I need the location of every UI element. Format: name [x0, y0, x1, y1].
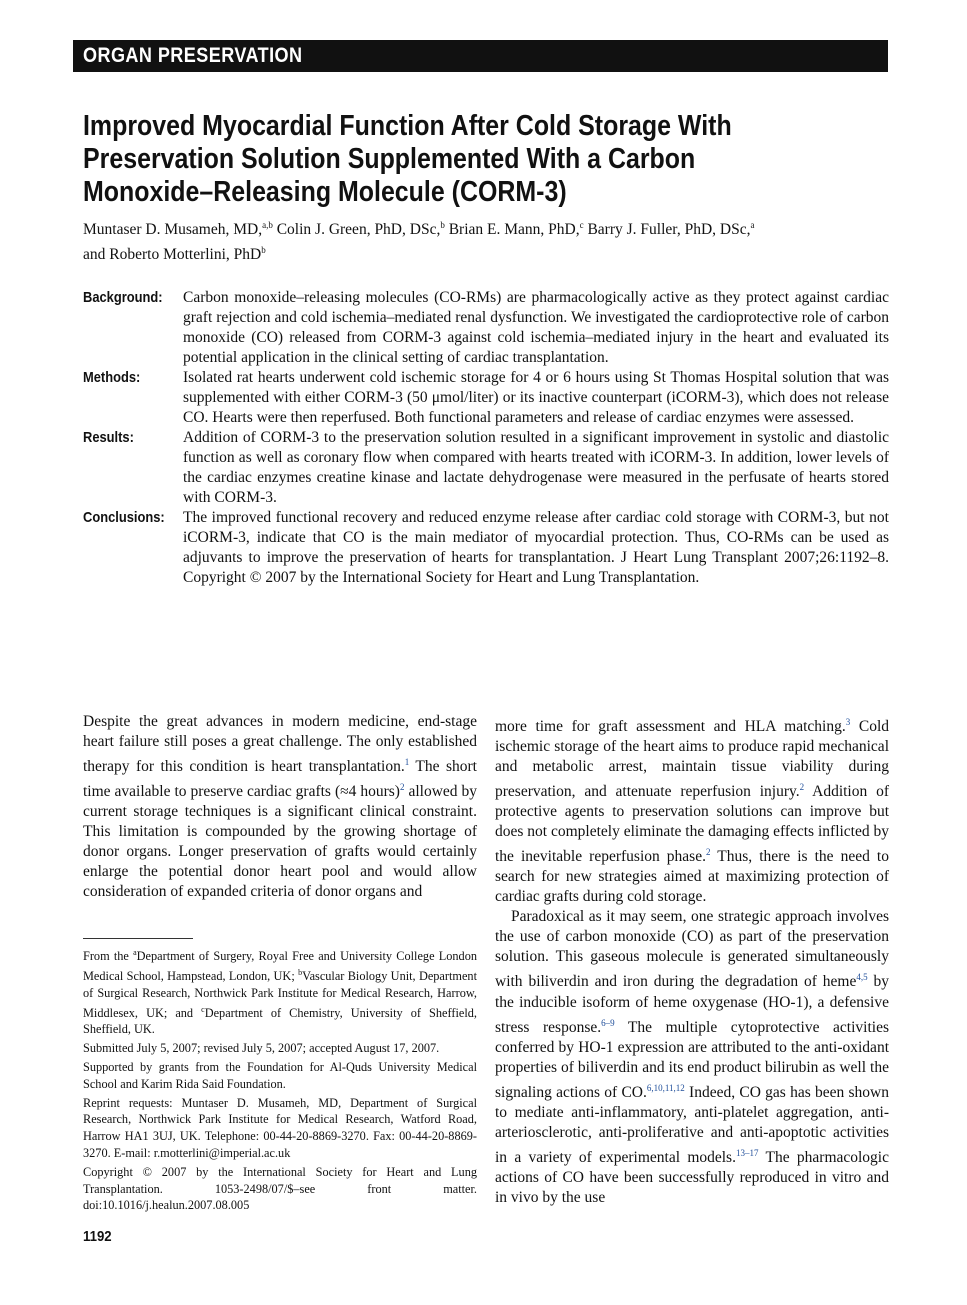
reprint-requests: Reprint requests: Muntaser D. Musameh, MD, Department of Surgical Research, Northwick Park Institute for Medical Research, Watford Road, Harrow HA1 3UJ, UK. Telephone: 00-44-20-8869-3270. Fax: 00-44-20-8869-3270. E-mail: r.motterlini@imperial.ac.uk [83, 1095, 477, 1161]
title-line: Improved Myocardial Function After Cold Storage With [83, 110, 732, 142]
author-name: Colin J. Green, PhD, DSc, [276, 221, 441, 239]
abstract-label: Results: [83, 429, 134, 446]
submission-dates: Submitted July 5, 2007; revised July 5, 2007; accepted August 17, 2007. [83, 1041, 440, 1056]
body-paragraph: Despite the great advances in modern medicine, end-stage heart failure still poses a great challenge. The only established therapy for this condition is heart transplantation.$^1$ The short time available to preserve cardiac grafts (≈4 hours)$^2$ allowed by current storage techniques is a significant clinical constraint. This limitation is compounded by the growing shortage of donor organs. Longer preservation of grafts would certainly enlarge the potential donor heart pool and would allow consideration of expanded criteria of donor organs and [83, 713, 477, 901]
citation-ref[interactable]: 1 [404, 757, 410, 767]
title-line: Monoxide–Releasing Molecule (CORM-3) [83, 176, 567, 208]
abstract-text: Carbon monoxide–releasing molecules (CO-RMs) are pharmacologically active as they protect against cardiac graft rejection and cold ischemia–mediated renal dysfunction. We investigated the cardioprotective role of carbon monoxide (CO) released from CORM-3 against cold ischemia–mediated injury in the heart and evaluated its potential application in the clinical setting of cardiac transplantation. [183, 289, 889, 366]
citation-ref[interactable]: 6,10,11,12 [646, 1082, 685, 1093]
author-name: Barry J. Fuller, PhD, DSc, [587, 221, 751, 239]
affiliation-marker: b [261, 245, 266, 256]
citation-ref[interactable]: 6–9 [601, 1017, 615, 1028]
funding-note: Supported by grants from the Foundation for Al-Quds University Medical School and Karim Rida Said Foundation. [83, 1060, 477, 1091]
abstract-text: Isolated rat hearts underwent cold ischemic storage for 4 or 6 hours using St Thomas Hospital solution that was supplemented with either CORM-3 (50 μmol/liter) or its inactive counterpart (iCORM-3), which does not release CO. Hearts were then reperfused. Both functional parameters and release of cardiac enzymes were assessed. [183, 369, 889, 426]
affiliation-marker: a [750, 220, 755, 230]
body-column-right [495, 712, 889, 1208]
abstract [83, 288, 889, 588]
abstract-methods [83, 368, 889, 428]
body-column-left [83, 712, 477, 902]
abstract-label: Methods: [83, 369, 141, 386]
abstract-text: Addition of CORM-3 to the preservation solution resulted in a significant improvement in systolic and diastolic function as well as coronary flow when compared with hearts treated with iCORM-3. In addition, lower levels of the cardiac enzymes creatine kinase and lactate dehydrogenase were measured in the perfusate of hearts stored with CORM-3. [183, 429, 889, 506]
section-label: ORGAN PRESERVATION [83, 44, 303, 67]
article-title [83, 110, 780, 209]
affiliation-marker: c [201, 1004, 205, 1014]
copyright-note: Copyright © 2007 by the International Society for Heart and Lung Transplantation. 1053-2498/07/$–see front matter. doi:10.1016/j.healun.2007.08.005 [83, 1164, 477, 1213]
abstract-label: Conclusions: [83, 509, 165, 526]
affiliation-marker: b [298, 967, 303, 977]
author-name: and Roberto Motterlini, PhD [83, 246, 262, 264]
author-name: Muntaser D. Musameh, MD, [83, 221, 263, 239]
title-line: Preservation Solution Supplemented With a Carbon [83, 143, 696, 175]
citation-ref[interactable]: 2 [705, 847, 711, 858]
affiliation-marker: a,b [262, 220, 273, 230]
abstract-text: The improved functional recovery and reduced enzyme release after cardiac cold storage with CORM-3, but not iCORM-3, indicate that CO is the main mediator of myocardial protection. Thus, CO-RMs can be used as adjuvants to improve the preservation of hearts for transplantation. J Heart Lung Transplant 2007;26:1192–8. Copyright © 2007 by the International Society for Heart and Lung Transplantation. [183, 509, 889, 586]
abstract-background [83, 288, 889, 368]
affiliation-marker: c [579, 220, 584, 230]
affiliations-note: From the $^a$Department of Surgery, Royal Free and University College London Medical School, Hampstead, London, UK; $^b$Vascular Biology Unit, Department of Surgical Research, Northwick Park Institute for Medical Research, Harrow, Middlesex, UK; and $^c$Department of Chemistry, University of Sheffield, Sheffield, UK. [83, 948, 477, 1037]
author-list [83, 215, 889, 265]
citation-ref[interactable]: 2 [399, 782, 405, 793]
citation-ref[interactable]: 2 [799, 782, 805, 793]
citation-ref[interactable]: 4,5 [856, 972, 868, 983]
author-name: Brian E. Mann, PhD, [448, 221, 580, 239]
affiliation-marker: b [440, 220, 445, 230]
abstract-conclusions [83, 508, 889, 588]
footnotes [83, 945, 477, 1214]
section-header-bar [73, 40, 888, 72]
citation-ref[interactable]: 3 [845, 717, 851, 727]
citation-ref[interactable]: 13–17 [735, 1147, 759, 1158]
abstract-results [83, 428, 889, 508]
page-number: 1192 [83, 1228, 112, 1245]
affiliation-marker: a [133, 948, 137, 957]
abstract-label: Background: [83, 289, 163, 306]
body-paragraph: Paradoxical as it may seem, one strategic approach involves the use of carbon monoxide (CO) as part of the preservation solution. This gaseous molecule is generated simultaneously with biliverdin and iron during the degradation of heme$^{4,5}$ by the inducible isoform of heme oxygenase (HO-1), a defensive stress response.$^{6-9}$ The multiple cytoprotective activities conferred by HO-1 expression are attributed to the anti-oxidant properties of biliverdin and its end product bilirubin as well the signaling actions of CO.$^{6,10,11,12}$ Indeed, CO gas has been shown to mediate anti-inflammatory, anti-platelet aggregation, anti-arteriosclerotic, anti-proliferative and anti-apoptotic activities in a variety of experimental models.$^{13-17}$ The pharmacologic actions of CO have been successfully reproduced in vitro and in vivo by the use [495, 908, 890, 1207]
footnote-divider [83, 938, 193, 939]
body-paragraph: more time for graft assessment and HLA matching.$^3$ Cold ischemic storage of the heart aims to produce rapid mechanical and metabolic arrest, maintain tissue viability during preservation, and attenuate reperfusion injury.$^2$ Addition of protective agents to preservation solutions can improve but does not completely eliminate the damaging effects inflicted by the inevitable reperfusion phase.$^2$ Thus, there is the need to search for new strategies aimed at maximizing protection of cardiac grafts during cold storage. [495, 717, 889, 906]
